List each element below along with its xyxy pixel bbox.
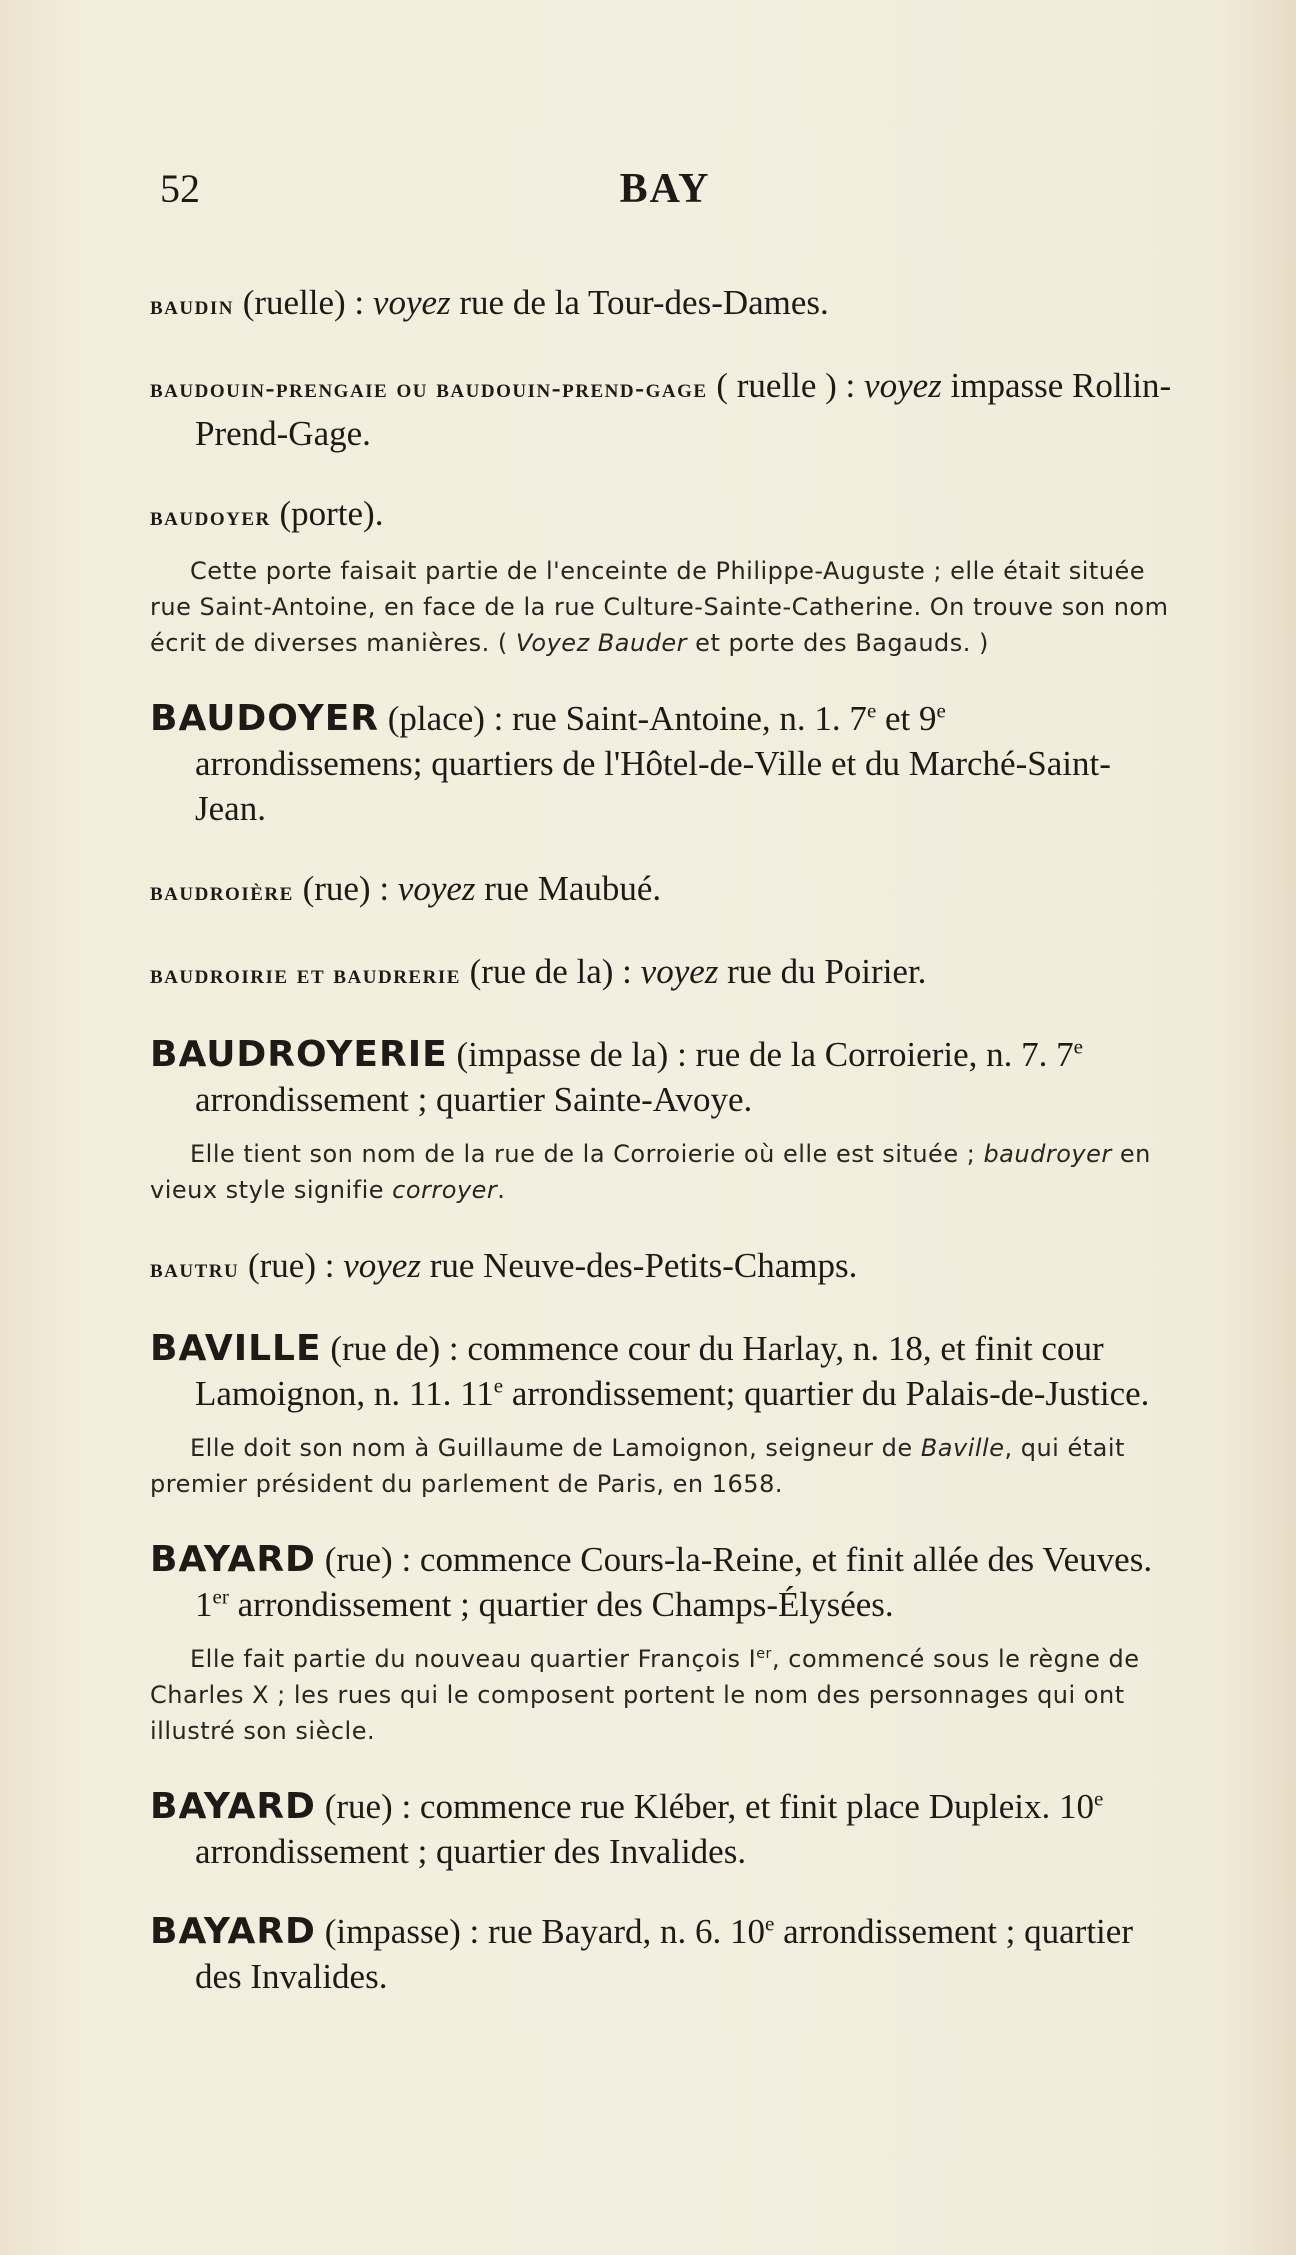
entry-baudoyer-porte xyxy=(150,491,1180,539)
entry-text: impasse Rollin-Prend-Gage. xyxy=(195,366,1172,453)
headword: BAUDROYERIE xyxy=(150,1034,448,1075)
entry-bayard-2 xyxy=(150,1784,1180,1874)
headword: BAYARD xyxy=(150,1539,316,1580)
entry-text: arrondissement ; quartier Sainte-Avoye. xyxy=(195,1080,753,1119)
entry-italic: voyez xyxy=(372,283,451,322)
entry-text: (rue) : commence rue Kléber, et finit place Dupleix. 10 xyxy=(315,1787,1094,1826)
note-baudoyer-porte xyxy=(150,553,1180,661)
superscript: e xyxy=(1073,1034,1083,1059)
entry-baville xyxy=(150,1326,1180,1416)
dictionary-entries xyxy=(150,245,1180,2017)
superscript: e xyxy=(866,698,877,723)
entry-text: arrondissement ; quartier des Invalides. xyxy=(195,1832,747,1871)
headword: BAYARD xyxy=(150,1786,316,1827)
entry-text: ( ruelle ) : xyxy=(707,366,865,405)
entry-baudroyerie xyxy=(150,1032,1180,1122)
headword: baudin xyxy=(150,290,234,320)
entry-baudoyer-place xyxy=(150,696,1180,831)
entry-text: et 9 xyxy=(876,699,937,738)
entry-text: arrondissement; quartier du Palais-de-Justice. xyxy=(503,1374,1150,1413)
entry-italic: voyez xyxy=(864,366,942,405)
entry-italic: voyez xyxy=(640,952,719,991)
entry-baudroiere xyxy=(150,866,1180,914)
superscript: er xyxy=(212,1584,229,1609)
entry-bayard-1 xyxy=(150,1537,1180,1627)
note-text: et porte des Bagauds. ) xyxy=(687,629,989,657)
note-text: Cette porte faisait partie de l'enceinte de Philippe-Auguste ; elle était située rue Saint-Antoine, en face de la rue Culture-Sainte-Catherine. On trouve son nom écrit de diverses manières. ( xyxy=(150,557,1169,657)
entry-text: (rue) : xyxy=(239,1246,344,1285)
headword: BAVILLE xyxy=(150,1328,322,1369)
entry-text: arrondissemens; quartiers de l'Hôtel-de-Ville et du Marché-Saint-Jean. xyxy=(195,744,1111,828)
note-italic: corroyer xyxy=(392,1176,498,1204)
entry-text: rue du Poirier. xyxy=(718,952,927,991)
headword: baudroière xyxy=(150,876,294,906)
headword: baudroirie et baudrerie xyxy=(150,959,461,989)
superscript: e xyxy=(493,1373,504,1398)
note-text: Elle fait partie du nouveau quartier François I xyxy=(190,1645,757,1673)
running-head: BAY xyxy=(619,166,711,212)
note-text: Elle doit son nom à Guillaume de Lamoignon, seigneur de xyxy=(190,1434,921,1462)
entry-text: rue Maubué. xyxy=(475,869,662,908)
entry-baudouin xyxy=(150,363,1180,456)
headword: BAUDOYER xyxy=(150,698,380,739)
entry-italic: voyez xyxy=(343,1246,421,1285)
entry-text: (impasse) : rue Bayard, n. 6. 10 xyxy=(315,1912,766,1951)
entry-text: (rue) : commence Cours-la-Reine, et finit allée des Veuves. 1 xyxy=(195,1540,1153,1624)
entry-text: (rue de la) : xyxy=(460,952,641,991)
entry-text: (ruelle) : xyxy=(233,283,373,322)
headword: baudoyer xyxy=(150,501,271,531)
entry-text: (rue de) : commence cour du Harlay, n. 18, et finit cour Lamoignon, n. 11. 11 xyxy=(195,1329,1104,1413)
entry-text: rue de la Tour-des-Dames. xyxy=(450,283,829,322)
entry-baudin xyxy=(150,280,1180,328)
headword: baudouin-prengaie ou baudouin-prend-gage xyxy=(150,373,708,403)
headword: BAYARD xyxy=(150,1911,316,1952)
entry-text: (rue) : xyxy=(293,869,398,908)
superscript: e xyxy=(765,1911,775,1936)
note-baudroyerie xyxy=(150,1136,1180,1208)
page-number: 52 xyxy=(160,166,200,211)
note-text: Elle tient son nom de la rue de la Corroierie où elle est située ; xyxy=(190,1140,984,1168)
note-bayard xyxy=(150,1641,1180,1749)
superscript: e xyxy=(1093,1786,1104,1811)
headword: bautru xyxy=(150,1253,240,1283)
entry-text: (porte). xyxy=(270,494,384,533)
entry-text: (place) : rue Saint-Antoine, n. 1. 7 xyxy=(379,699,867,738)
superscript: er xyxy=(756,1646,772,1662)
note-italic: baudroyer xyxy=(983,1140,1112,1168)
entry-bautru xyxy=(150,1243,1180,1291)
note-text: , qui était premier président du parlement de Paris, en 1658. xyxy=(150,1434,1125,1498)
entry-italic: voyez xyxy=(397,869,476,908)
note-text: en vieux style signifie xyxy=(150,1140,1151,1204)
entry-text: arrondissement ; quartier des Champs-Élysées. xyxy=(228,1585,894,1624)
note-italic: Voyez Bauder xyxy=(515,629,688,657)
superscript: e xyxy=(936,698,946,723)
note-baville xyxy=(150,1430,1180,1502)
entry-text: arrondissement ; quartier des Invalides. xyxy=(195,1912,1133,1996)
entry-text: rue Neuve-des-Petits-Champs. xyxy=(420,1246,858,1285)
entry-baudroirie xyxy=(150,949,1180,997)
note-text: , commencé sous le règne de Charles X ; les rues qui le composent portent le nom des personnages qui ont illustré son siècle. xyxy=(150,1645,1140,1745)
page-header xyxy=(150,165,1180,225)
entry-bayard-impasse xyxy=(150,1909,1180,1999)
note-text: . xyxy=(497,1176,506,1204)
note-italic: Baville xyxy=(920,1434,1005,1462)
entry-text: (impasse de la) : rue de la Corroierie, n. 7. 7 xyxy=(447,1035,1074,1074)
